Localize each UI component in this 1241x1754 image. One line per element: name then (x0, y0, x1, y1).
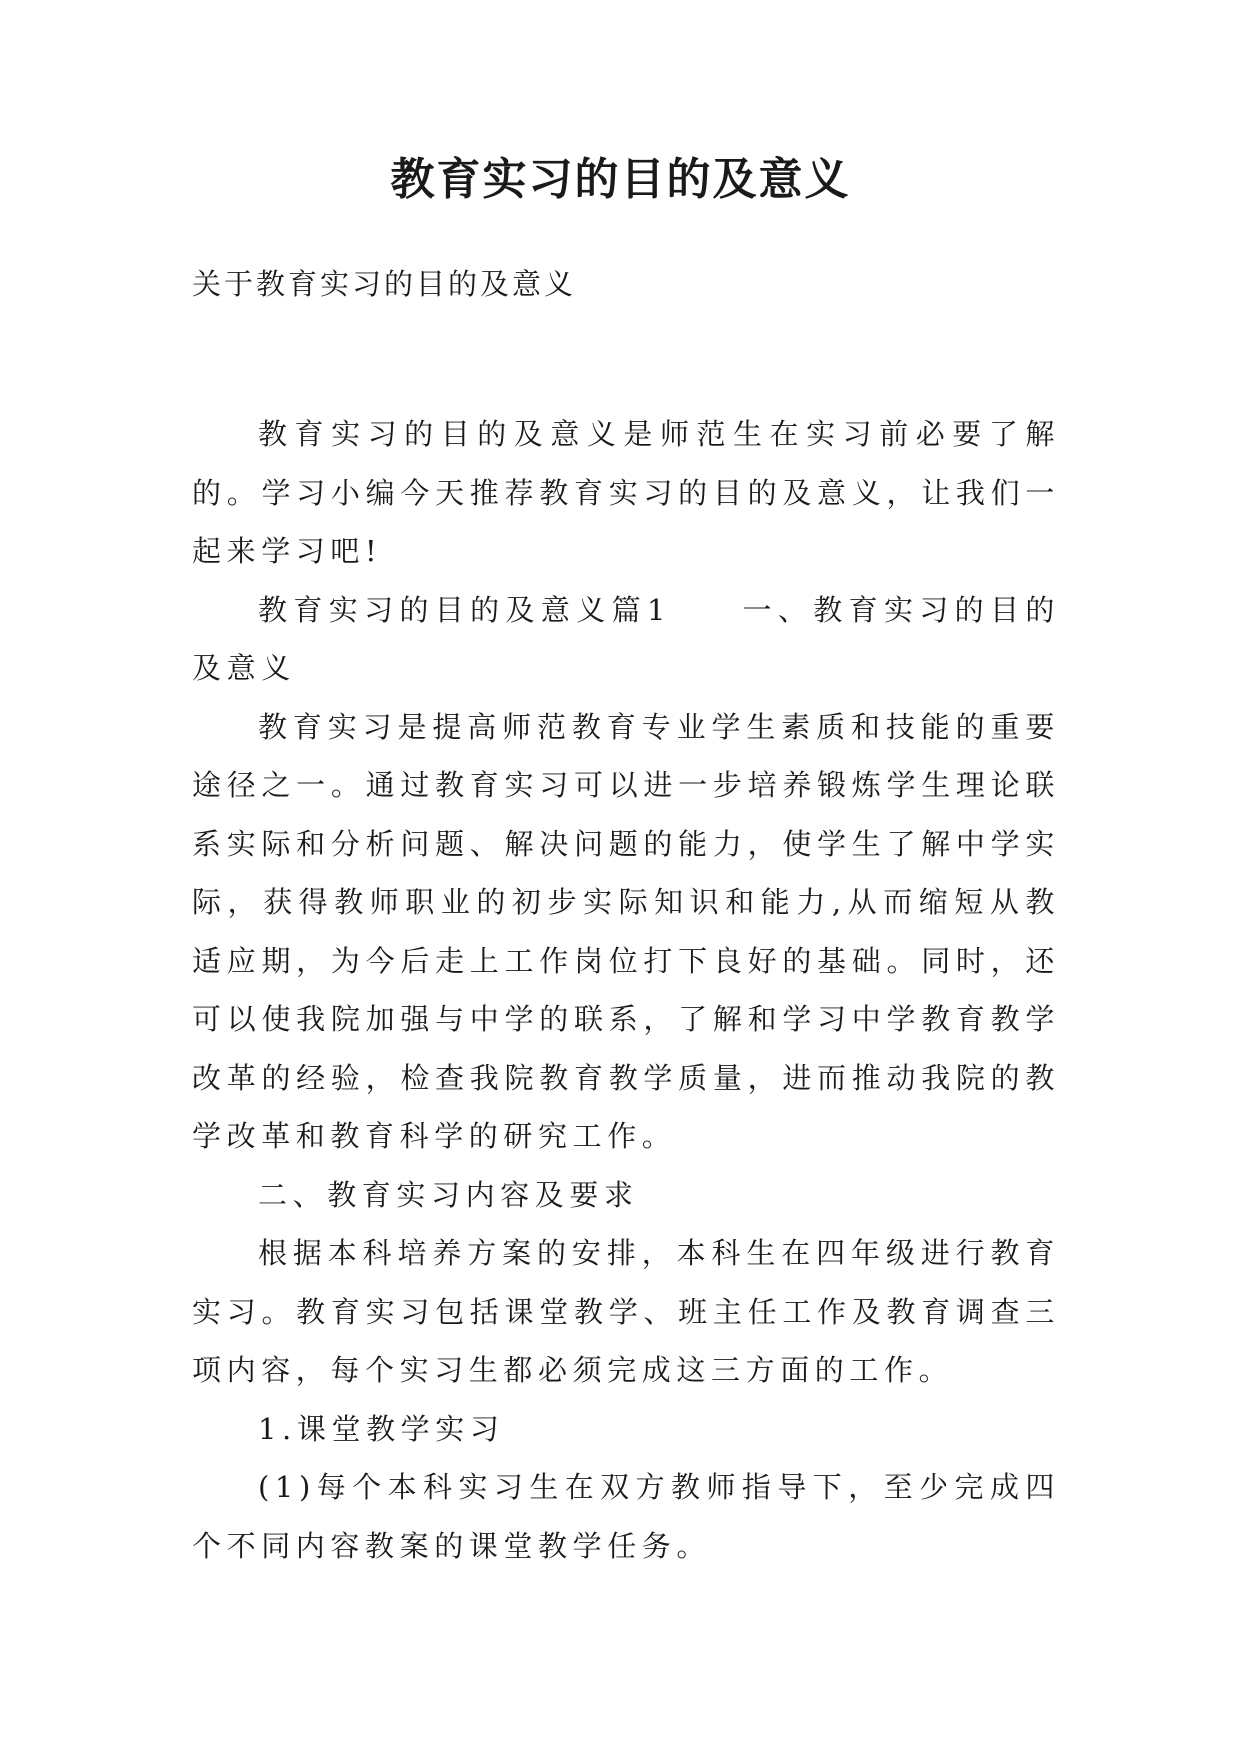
paragraph-subheading-1: 1.课堂教学实习 (258, 1411, 505, 1446)
document-subtitle: 关于教育实习的目的及意义 (192, 267, 577, 301)
document-title: 教育实习的目的及意义 (390, 154, 851, 205)
paragraph-purpose: 教育实习是提高师范教育专业学生素质和技能的重要途径之一。通过教育实习可以进一步培养锻炼学生理论联系实际和分析问题、解决问题的能力，使学生了解中学实际，获得教师职业的初步实际知识和能力,从而缩短从教适应期，为今后走上工作岗位打下良好的基础。同时，还可以使我院加强与中学的联系，了解和学习中学教育教学改革的经验，检查我院教育教学质量，进而推动我院的教学改革和教育科学的研究工作。 (192, 709, 1060, 1153)
paragraph-section-heading-2: 二、教育实习内容及要求 (258, 1177, 639, 1212)
paragraph-item-1: (1)每个本科实习生在双方教师指导下，至少完成四个不同内容教案的课堂教学任务。 (192, 1470, 1060, 1563)
paragraph-intro: 教育实习的目的及意义是师范生在实习前必要了解的。学习小编今天推荐教育实习的目的及意义，让我们一起来学习吧! (192, 417, 1060, 568)
paragraph-section-heading-1: 教育实习的目的及意义篇1 一、教育实习的目的及意义 (192, 592, 1060, 685)
document-body (192, 405, 1060, 1575)
paragraph-content: 根据本科培养方案的安排，本科生在四年级进行教育实习。教育实习包括课堂教学、班主任工作及教育调查三项内容，每个实习生都必须完成这三方面的工作。 (192, 1236, 1060, 1387)
